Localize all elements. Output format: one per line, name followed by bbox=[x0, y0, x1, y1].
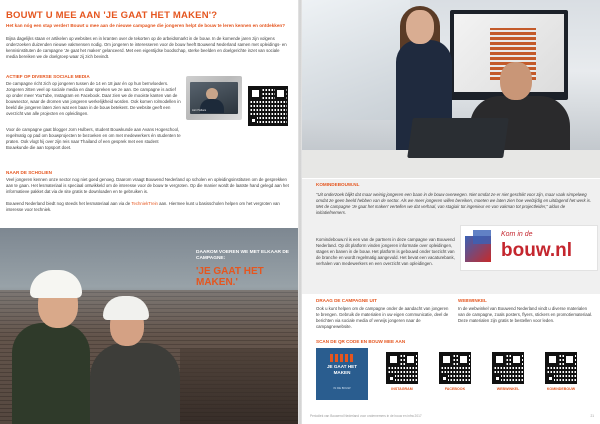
right-page bbox=[300, 0, 600, 424]
qr-label-facebook: FACEBOOK bbox=[444, 387, 466, 391]
subhead: Het kan nóg een stap verder! Bouwt u mee aan de nieuwe campagne die jongeren helpt de bouw te leren kennen en ontdekken? bbox=[6, 23, 286, 28]
page-number: 21 bbox=[590, 414, 594, 418]
bouw-logo-icon[interactable] bbox=[460, 225, 598, 271]
laptop-icon bbox=[407, 118, 509, 158]
section-schools-body-2: Bouwend Nederland biedt nog steeds het lesmateriaal aan via de TechniekTrein aan. Hiermee kunt u basisscholen helpen om het vergroten van interesse voor techniek. bbox=[6, 201, 280, 213]
scan-qr-title: SCAN DE QR CODE EN BOUW MEE AAN bbox=[316, 339, 406, 344]
intro-text: Bijna dagelijks staan er artikelen op websites en in kranten over de tekorten op de arbeidsmarkt in de bouw. In de komende jaren zijn volgens onderzoeken duizenden nieuwe vakmensen nodig. Om jongeren te interesseren voor de bouw heeft Bouwend Nederland samen met opleidings- en kennisinstituten de campagne 'Je gaat het maken' gelanceerd. Met een eigentijdse boodschap, sterke beelden en doelgerichte inzet van sociale media bereiken we de doelgroep waar zij zich bevindt. bbox=[6, 36, 287, 60]
section-social-media-body-2: Voor de campagne gaat blogger Jorn Hulbers, student Bouwkunde aan Avans Hogeschool, regelmatig op pad om bouwprojecten te bezoeken en om met medewerkers én studenten te praten. Ook vlogt hij over zijn reis naar Thailand of een gesprek met een student Bouwkunde die aan topsport doet. bbox=[6, 127, 181, 151]
campaign-slogan-block bbox=[196, 250, 296, 288]
vlogger-caption: Jorn Hulbers bbox=[192, 109, 207, 112]
students-photo bbox=[300, 0, 600, 178]
qr-label-webwinkel: WEBWINKEL bbox=[496, 387, 520, 391]
webwinkel-body: In de webwinkel van Bouwend Nederland vindt u diverse materialen van de campagne, zoals posters, flyers, stickers en promotiemateriaal. Deze materialen zijn gratis te bestellen voor leden. bbox=[458, 306, 593, 324]
hard-hat-icon bbox=[30, 270, 82, 298]
qr-label-komindebouw: KOMINDEBOUW bbox=[546, 387, 576, 391]
qr-code-icon[interactable] bbox=[439, 352, 471, 384]
techniektrein-link[interactable]: TechniekTrein bbox=[131, 201, 158, 206]
draag-uit-body: Ook u kunt helpen om de campagne onder de aandacht van jongeren te brengen. Gebruik de materialen in uw eigen communicatie, deel de berichten via sociale media of verwijs jongeren naar de campagnewebsite. bbox=[316, 306, 449, 330]
logo-kom-text: Kom in de bbox=[501, 231, 533, 238]
section-social-media-title: ACTIEF OP DIVERSE SOCIALE MEDIA bbox=[6, 74, 90, 79]
logo-bouw-text: bouw.nl bbox=[501, 240, 573, 261]
webwinkel-title: WEBWINKEL bbox=[458, 298, 487, 303]
footer bbox=[310, 414, 594, 418]
campaign-logo-text: JE GAAT HET MAKEN bbox=[326, 364, 358, 375]
headline: BOUWT U MEE AAN 'JE GAAT HET MAKEN'? bbox=[6, 10, 218, 21]
komindebouw-title: KOMINDEBOUW.NL bbox=[316, 182, 360, 187]
qr-code-icon[interactable] bbox=[545, 352, 577, 384]
campaign-logo-subtext: IN DE BOUW bbox=[333, 386, 351, 390]
qr-code-icon[interactable] bbox=[248, 86, 288, 126]
komindebouw-body: Komindebouw.nl is een van de partners in deze campagne van Bouwend Nederland. Op dit platform vinden jongeren informatie over opleidingen, stages en banen in de bouw. Het platform is gebouwd onder toezicht van de branche en wordt regelmatig aangevuld. Het bevat een vacaturebank, verhalen van medewerkers en een overzicht van opleidingen. bbox=[316, 237, 455, 267]
qr-label-instagram: INSTAGRAM bbox=[391, 387, 413, 391]
footer-text: Periodiek van Bouwend Nederland voor ondernemers in de bouw en infra 2017 bbox=[310, 414, 422, 418]
qr-code-icon[interactable] bbox=[492, 352, 524, 384]
slogan: 'JE GAAT HET MAKEN.' bbox=[196, 265, 264, 288]
section-schools-body: Veel jongeren kennen onze sector nog niet goed genoeg. Daarom vraagt Bouwend Nederland op scholen en opleidingsinstituten om de gesprekken aan te gaan. Het lesmateriaal is speciaal ontwikkeld om de interesse voor de bouw te vergroten. Op die manier wordt de laatste hand gelegd aan het informatieve pakket dat via de site gratis te downloaden en te gebruiken is. bbox=[6, 177, 289, 195]
komindebouw-quote: "Uit onderzoek blijkt dat maar weinig jongeren een baan in de bouw overwegen. Niet omdat ze er niet geschikt voor zijn, maar vaak simpelweg omdat ze geen beeld hebben van de sector. Als we meer jongeren willen bereiken, moeten we laten zien hoe veelzijdig en uitdagend het werk is. Met de campagne 'Je gaat het maken' vertellen we dat verhaal, van stagiair tot ingenieur en van vakman tot projectleider," aldus de initiatiefnemers. bbox=[316, 192, 592, 216]
vlogger-photo bbox=[186, 76, 242, 120]
slogan-intro: DAAROM VOEREN WE MET ELKAAR DE CAMPAGNE: bbox=[196, 250, 290, 262]
section-schools-title: NAAR DE SCHOLIEN bbox=[6, 170, 52, 175]
page-gutter bbox=[298, 0, 302, 424]
draag-uit-title: DRAAG DE CAMPAGNE UIT bbox=[316, 298, 377, 303]
campaign-logo-icon[interactable] bbox=[316, 348, 368, 400]
qr-code-icon[interactable] bbox=[386, 352, 418, 384]
section-social-media-body: De campagne richt zich op jongeren tussen de 14 en 18 jaar én op hun beïnvloeders. Jongeren zitten veel op sociale media en daar spreken we ze aan. De campagne is actief op onder meer YouTube, Instagram en Facebook. Daar zien we de mooiste kanten van de bouwsector, waar de dromen van jongeren werkelijkheid worden. Ook komen rolmodellen in beeld die jongeren laten zien wat een baan in de bouw betekent. De website geeft een overzicht van alle projecten en opleidingen. bbox=[6, 81, 181, 117]
